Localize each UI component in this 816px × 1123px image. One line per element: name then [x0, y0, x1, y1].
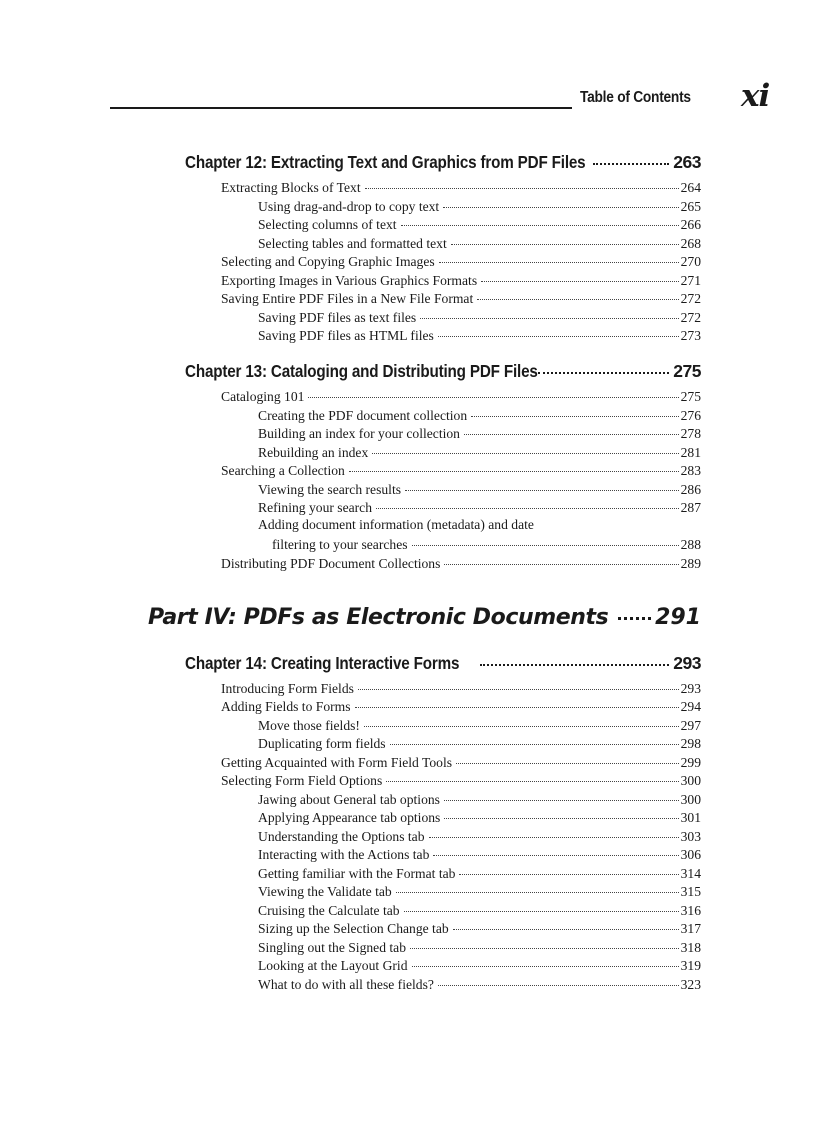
entry-page: 298	[680, 735, 701, 751]
entry-page: 299	[680, 754, 701, 770]
dot-leader	[404, 897, 679, 912]
entry-text: Viewing the Validate tab	[258, 883, 392, 899]
dot-leader	[376, 494, 679, 509]
entry-page: 272	[680, 309, 701, 325]
entry-page: 318	[680, 939, 701, 955]
entry-text: Saving Entire PDF Files in a New File Format	[221, 290, 474, 306]
entry-text: Rebuilding an index	[258, 444, 369, 460]
chapter-page: 275	[673, 360, 701, 381]
dot-leader	[443, 193, 678, 208]
entry-text: What to do with all these fields?	[258, 976, 434, 992]
dot-leader	[429, 823, 679, 838]
entry-text: Move those fields!	[258, 717, 360, 733]
entry-text: Duplicating form fields	[258, 735, 386, 751]
entry-text: Looking at the Layout Grid	[258, 957, 408, 973]
dot-leader	[593, 145, 669, 165]
chapter-page: 263	[673, 151, 701, 172]
dot-leader	[438, 322, 679, 337]
entry-text: Creating the PDF document collection	[258, 407, 468, 423]
entry-page: 283	[680, 462, 701, 478]
entry-text: Applying Appearance tab options	[258, 809, 441, 825]
toc-entry[interactable]	[258, 325, 701, 345]
dot-leader	[456, 749, 679, 764]
dot-leader	[459, 860, 678, 875]
entry-page: 314	[680, 865, 701, 881]
chapter-title: Chapter 14: Creating Interactive Forms	[185, 652, 460, 673]
entry-text: Viewing the search results	[258, 481, 402, 497]
entry-page: 294	[680, 698, 701, 714]
dot-leader	[480, 646, 669, 666]
entry-page: 281	[680, 444, 701, 460]
entry-page: 273	[680, 327, 701, 343]
chapter-13-heading[interactable]	[185, 357, 701, 382]
dot-leader	[433, 841, 678, 856]
entry-text: Distributing PDF Document Collections	[221, 555, 441, 571]
entry-text: Saving PDF files as text files	[258, 309, 417, 325]
entry-text: Cataloging 101	[221, 388, 305, 404]
dot-leader	[471, 402, 678, 417]
dot-leader	[396, 878, 679, 893]
dot-leader	[464, 420, 679, 435]
entry-text: Extracting Blocks of Text	[221, 179, 361, 195]
entry-page: 271	[680, 272, 701, 288]
dot-leader	[364, 712, 679, 727]
dot-leader	[618, 595, 651, 620]
entry-page: 272	[680, 290, 701, 306]
entry-text: Getting Acquainted with Form Field Tools	[221, 754, 453, 770]
dot-leader	[451, 230, 679, 245]
toc-entry[interactable]	[221, 553, 701, 573]
entry-text: Adding Fields to Forms	[221, 698, 351, 714]
entry-text: Refining your search	[258, 499, 373, 515]
entry-text: Selecting tables and formatted text	[258, 235, 447, 251]
entry-text: Adding document information (metadata) and date	[258, 517, 534, 532]
entry-page: 265	[680, 198, 701, 214]
entry-text: Understanding the Options tab	[258, 828, 425, 844]
chapter-14-heading[interactable]	[185, 649, 701, 674]
entry-page: 286	[680, 481, 701, 497]
entry-page: 300	[680, 791, 701, 807]
dot-leader	[420, 304, 678, 319]
entry-page: 288	[680, 536, 701, 552]
entry-page: 266	[680, 216, 701, 232]
entry-text: Searching a Collection	[221, 462, 345, 478]
dot-leader	[477, 285, 678, 300]
entry-text: Selecting Form Field Options	[221, 772, 383, 788]
entry-text: Cruising the Calculate tab	[258, 902, 400, 918]
entry-page: 300	[680, 772, 701, 788]
entry-text: Saving PDF files as HTML files	[258, 327, 434, 343]
chapter-title: Chapter 12: Extracting Text and Graphics from PDF Files	[185, 151, 586, 172]
entry-page: 293	[680, 680, 701, 696]
entry-text: Selecting and Copying Graphic Images	[221, 253, 435, 269]
chapter-page: 293	[673, 652, 701, 673]
entry-page: 317	[680, 920, 701, 936]
dot-leader	[412, 952, 679, 967]
dot-leader	[308, 383, 678, 398]
entry-text: Getting familiar with the Format tab	[258, 865, 456, 881]
dot-leader	[390, 730, 679, 745]
chapter-title: Chapter 13: Cataloging and Distributing PDF Files	[185, 360, 538, 381]
entry-page: 276	[680, 407, 701, 423]
entry-page: 297	[680, 717, 701, 733]
dot-leader	[386, 767, 678, 782]
entry-text-continued: filtering to your searches	[272, 536, 408, 552]
entry-text: Introducing Form Fields	[221, 680, 354, 696]
entry-page: 264	[680, 179, 701, 195]
dot-leader	[444, 786, 679, 801]
entry-page: 319	[680, 957, 701, 973]
dot-leader	[444, 804, 678, 819]
dot-leader	[401, 211, 679, 226]
entry-text: Selecting columns of text	[258, 216, 397, 232]
part-title: Part IV: PDFs as Electronic Documents	[148, 605, 609, 630]
entry-page: 303	[680, 828, 701, 844]
entry-page: 275	[680, 388, 701, 404]
chapter-12-heading[interactable]	[185, 148, 701, 173]
entry-text: Building an index for your collection	[258, 425, 460, 441]
running-head-title: Table of Contents	[580, 89, 691, 106]
entry-text: Singling out the Signed tab	[258, 939, 407, 955]
dot-leader	[444, 550, 678, 565]
toc-entry[interactable]	[258, 497, 701, 517]
entry-page: 287	[680, 499, 701, 515]
entry-page: 278	[680, 425, 701, 441]
dot-leader	[453, 915, 679, 930]
dot-leader	[412, 531, 679, 546]
entry-text: Sizing up the Selection Change tab	[258, 920, 449, 936]
entry-page: 289	[680, 555, 701, 571]
dot-leader	[349, 457, 679, 472]
entry-text: Using drag-and-drop to copy text	[258, 198, 440, 214]
dot-leader	[355, 693, 679, 708]
entry-text: Jawing about General tab options	[258, 791, 440, 807]
entry-page: 301	[680, 809, 701, 825]
dot-leader	[372, 439, 678, 454]
dot-leader	[365, 174, 679, 189]
dot-leader	[405, 476, 679, 491]
toc-entry[interactable]	[258, 974, 701, 994]
entry-page: 315	[680, 883, 701, 899]
dot-leader	[410, 934, 679, 949]
part-4-heading[interactable]	[148, 599, 701, 632]
entry-text: Interacting with the Actions tab	[258, 846, 430, 862]
dot-leader	[358, 675, 679, 690]
dot-leader	[439, 248, 679, 263]
dot-leader	[538, 354, 669, 374]
entry-page: 316	[680, 902, 701, 918]
entry-page: 270	[680, 253, 701, 269]
dot-leader	[438, 971, 679, 986]
dot-leader	[481, 267, 679, 282]
entry-page: 323	[680, 976, 701, 992]
entry-text: Exporting Images in Various Graphics Formats	[221, 272, 478, 288]
page-number-folio: xi	[741, 78, 770, 114]
part-page: 291	[655, 605, 701, 630]
entry-page: 306	[680, 846, 701, 862]
entry-page: 268	[680, 235, 701, 251]
